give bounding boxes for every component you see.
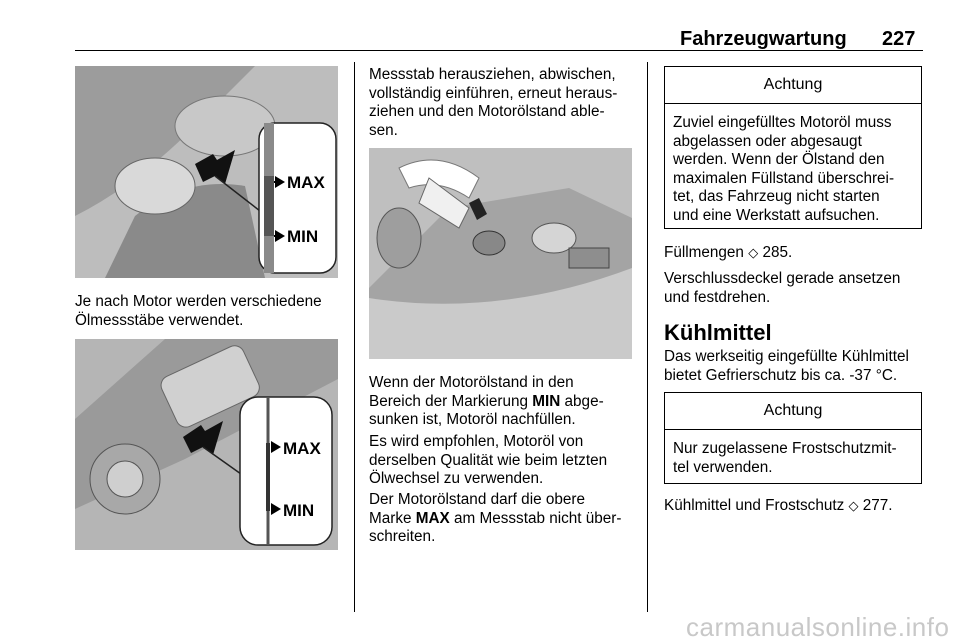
fill-quantities-ref[interactable]: Füllmengen ◇ 285. bbox=[664, 244, 793, 261]
dipstick-figure-a bbox=[75, 66, 338, 278]
max-label: MAX bbox=[283, 439, 321, 458]
min-marker: MIN bbox=[532, 392, 561, 410]
warning-body: Zuviel eingefülltes Motoröl muss abgelassen oder abgesaugt werden. Wenn der Ölstand den maximalen Füllstand überschrei- tet, das Fahrzeug nicht starten und eine Werkstatt aufsuchen. bbox=[673, 114, 895, 224]
oil-filling-figure bbox=[369, 148, 632, 359]
warning-title: Achtung bbox=[665, 393, 921, 430]
page-number: 227 bbox=[882, 28, 916, 50]
warning-box-overfill bbox=[664, 66, 922, 229]
dipstick-figure-b bbox=[75, 339, 338, 550]
warning-box-antifreeze bbox=[664, 392, 922, 484]
min-label: MIN bbox=[283, 501, 315, 520]
max-marker: MAX bbox=[415, 509, 450, 527]
max-label: MAX bbox=[287, 173, 325, 192]
column-divider bbox=[354, 62, 355, 612]
coolant-paragraph: Das werkseitig eingefüllte Kühlmittel bietet Gefrierschutz bis ca. -37 °C. bbox=[664, 348, 909, 384]
warning-body: Nur zugelassene Frostschutzmit- tel verwenden. bbox=[673, 440, 897, 476]
coolant-antifreeze-ref[interactable]: Kühlmittel und Frostschutz ◇ 277. bbox=[664, 497, 893, 514]
page-reference-icon: ◇ bbox=[748, 246, 759, 261]
header-rule bbox=[75, 50, 923, 51]
section-heading-coolant: Kühlmittel bbox=[664, 320, 772, 345]
warning-title: Achtung bbox=[665, 67, 921, 104]
oil-quality-paragraph: Es wird empfohlen, Motoröl von derselben Qualität wie beim letzten Ölwechsel zu verwenden. bbox=[369, 433, 608, 487]
min-refill-paragraph: Wenn der Motorölstand in den Bereich der Markierung MIN abge- sunken ist, Motoröl nachfüllen. bbox=[369, 374, 604, 428]
min-label: MIN bbox=[287, 227, 319, 246]
cap-paragraph: Verschlussdeckel gerade ansetzen und festdrehen. bbox=[664, 270, 901, 306]
max-level-paragraph: Der Motorölstand darf die obere Marke MAX am Messstab nicht über- schreiten. bbox=[369, 491, 622, 545]
watermark: carmanualsonline.info bbox=[686, 612, 950, 642]
instruction-paragraph: Messstab herausziehen, abwischen, vollständig einführen, erneut heraus- ziehen und den Motorölstand able- sen. bbox=[369, 66, 618, 139]
page-reference-icon: ◇ bbox=[848, 499, 859, 514]
caption-dipsticks: Je nach Motor werden verschiedene Ölmessstäbe verwendet. bbox=[75, 293, 322, 329]
column-divider bbox=[647, 62, 648, 612]
page-title: Fahrzeugwartung bbox=[680, 28, 847, 50]
